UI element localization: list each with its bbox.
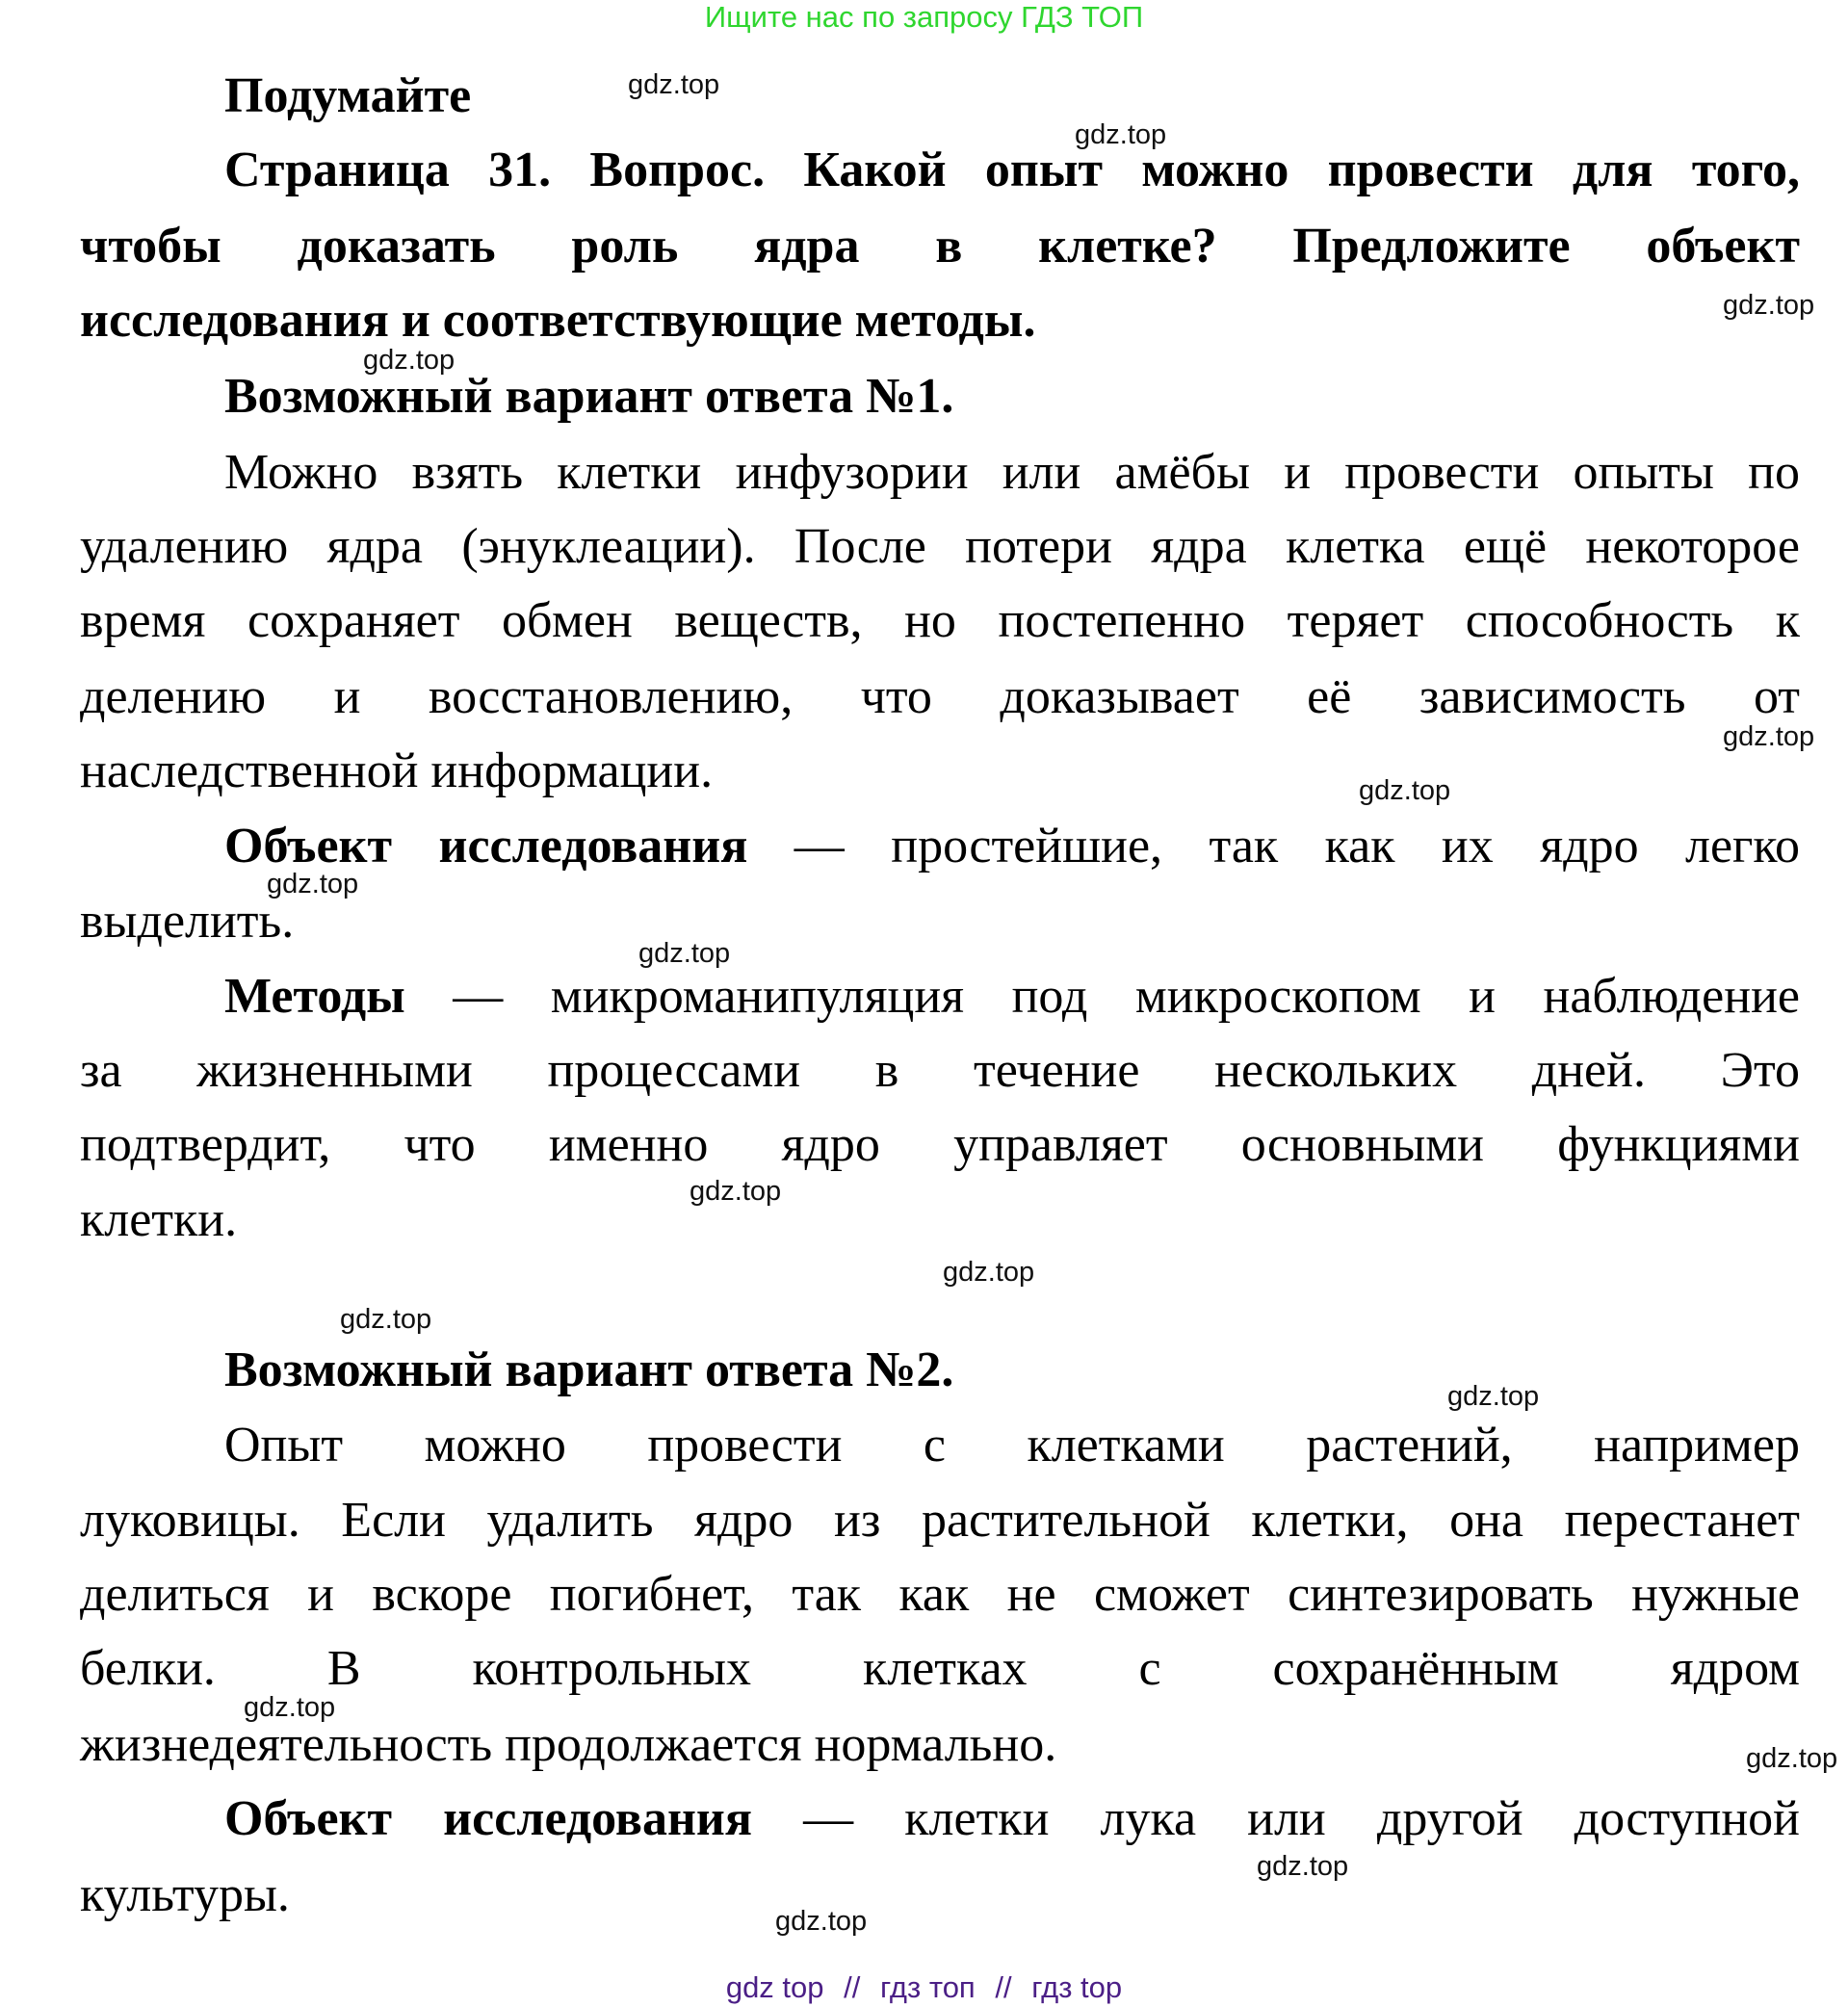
text: Можно взять клетки инфузории или амёбы и провести опыты по: [224, 445, 1800, 500]
text: удалению ядра (энуклеации). После потери ядра клетка ещё некоторое: [80, 519, 1800, 574]
bold-text: Объект исследования: [224, 819, 748, 873]
bold-text: Методы: [224, 969, 405, 1024]
text: клетки.: [80, 1192, 238, 1247]
watermark-text: gdz.top: [943, 1257, 1035, 1288]
text-line: [224, 133, 1800, 208]
text-line: [80, 283, 1800, 358]
watermark-text: gdz.top: [1359, 775, 1451, 806]
watermark-text: gdz.top: [1723, 721, 1815, 752]
text-line: [224, 359, 1800, 434]
watermark-text: gdz.top: [1723, 290, 1815, 321]
watermark-text: gdz.top: [638, 938, 731, 969]
text-line: [80, 1108, 1800, 1183]
text: подтвердит, что именно ядро управляет основными функциями: [80, 1117, 1800, 1172]
footer-separator: //: [844, 1970, 861, 2004]
text-line: [80, 509, 1800, 585]
text: наследственной информации.: [80, 743, 714, 798]
text-line: [80, 660, 1800, 735]
bold-text: Подумайте: [224, 68, 472, 123]
footer-links: [0, 1968, 1848, 2007]
text-line: [224, 959, 1800, 1034]
text-line: [80, 1858, 1800, 1933]
text-line: [224, 1782, 1800, 1857]
text-line: [80, 734, 1800, 809]
watermark-text: gdz.top: [690, 1176, 782, 1207]
footer-separator: //: [995, 1970, 1012, 2004]
text-line: [80, 584, 1800, 659]
text-line: [80, 1557, 1800, 1632]
text: выделить.: [80, 894, 295, 949]
text: за жизненными процессами в течение нескольких дней. Это: [80, 1043, 1800, 1098]
text-line: [224, 435, 1800, 510]
text-line: [80, 1033, 1800, 1108]
text: жизнедеятельность продолжается нормально.: [80, 1717, 1057, 1772]
watermark-text: gdz.top: [775, 1906, 868, 1937]
text-line: [224, 1333, 1800, 1408]
text-line: [80, 1631, 1800, 1707]
text-line: [80, 1483, 1800, 1558]
text-line: [224, 1408, 1800, 1483]
footer-link-gdz-top-mixed[interactable]: гдз top: [1031, 1970, 1123, 2004]
bold-text: исследования и соответствующие методы.: [80, 293, 1036, 348]
text: — клетки лука или другой доступной: [752, 1791, 1801, 1846]
bold-text: Возможный вариант ответа №2.: [224, 1342, 954, 1397]
watermark-text: gdz.top: [244, 1692, 336, 1723]
text: делению и восстановлению, что доказывает её зависимость от: [80, 669, 1800, 724]
bold-text: Возможный вариант ответа №1.: [224, 369, 954, 424]
footer-link-gdz-top[interactable]: gdz top: [725, 1970, 824, 2004]
text: делиться и вскоре погибнет, так как не сможет синтезировать нужные: [80, 1567, 1800, 1622]
bold-text: Страница 31. Вопрос. Какой опыт можно провести для того,: [224, 143, 1800, 197]
search-banner[interactable]: Ищите нас по запросу ГДЗ ТОП: [704, 0, 1144, 34]
text: — простейшие, так как их ядро легко: [747, 819, 1800, 873]
text: луковицы. Если удалить ядро из растительной клетки, она перестанет: [80, 1493, 1800, 1548]
bold-text: чтобы доказать роль ядра в клетке? Предложите объект: [80, 219, 1800, 274]
text: Опыт можно провести с клетками растений, например: [224, 1418, 1800, 1473]
text: белки. В контрольных клетках с сохранённым ядром: [80, 1641, 1800, 1696]
footer-link-gdz-top-ru[interactable]: гдз топ: [880, 1970, 976, 2004]
text-line: [80, 209, 1800, 284]
text-line: [224, 59, 1800, 134]
text-line: [224, 809, 1800, 884]
watermark-text: gdz.top: [340, 1304, 432, 1335]
text: культуры.: [80, 1867, 290, 1922]
watermark-text: gdz.top: [1447, 1381, 1540, 1412]
watermark-text: gdz.top: [1746, 1743, 1838, 1774]
bold-text: Объект исследования: [224, 1791, 753, 1846]
watermark-text: gdz.top: [628, 69, 720, 100]
watermark-text: gdz.top: [363, 345, 455, 376]
text-line: [80, 1183, 1800, 1258]
text: — микроманипуляция под микроскопом и наблюдение: [404, 969, 1800, 1024]
watermark-text: gdz.top: [1075, 119, 1167, 150]
watermark-text: gdz.top: [267, 869, 359, 899]
text: время сохраняет обмен веществ, но постепенно теряет способность к: [80, 593, 1800, 648]
text-line: [80, 1707, 1800, 1783]
watermark-text: gdz.top: [1257, 1851, 1349, 1882]
